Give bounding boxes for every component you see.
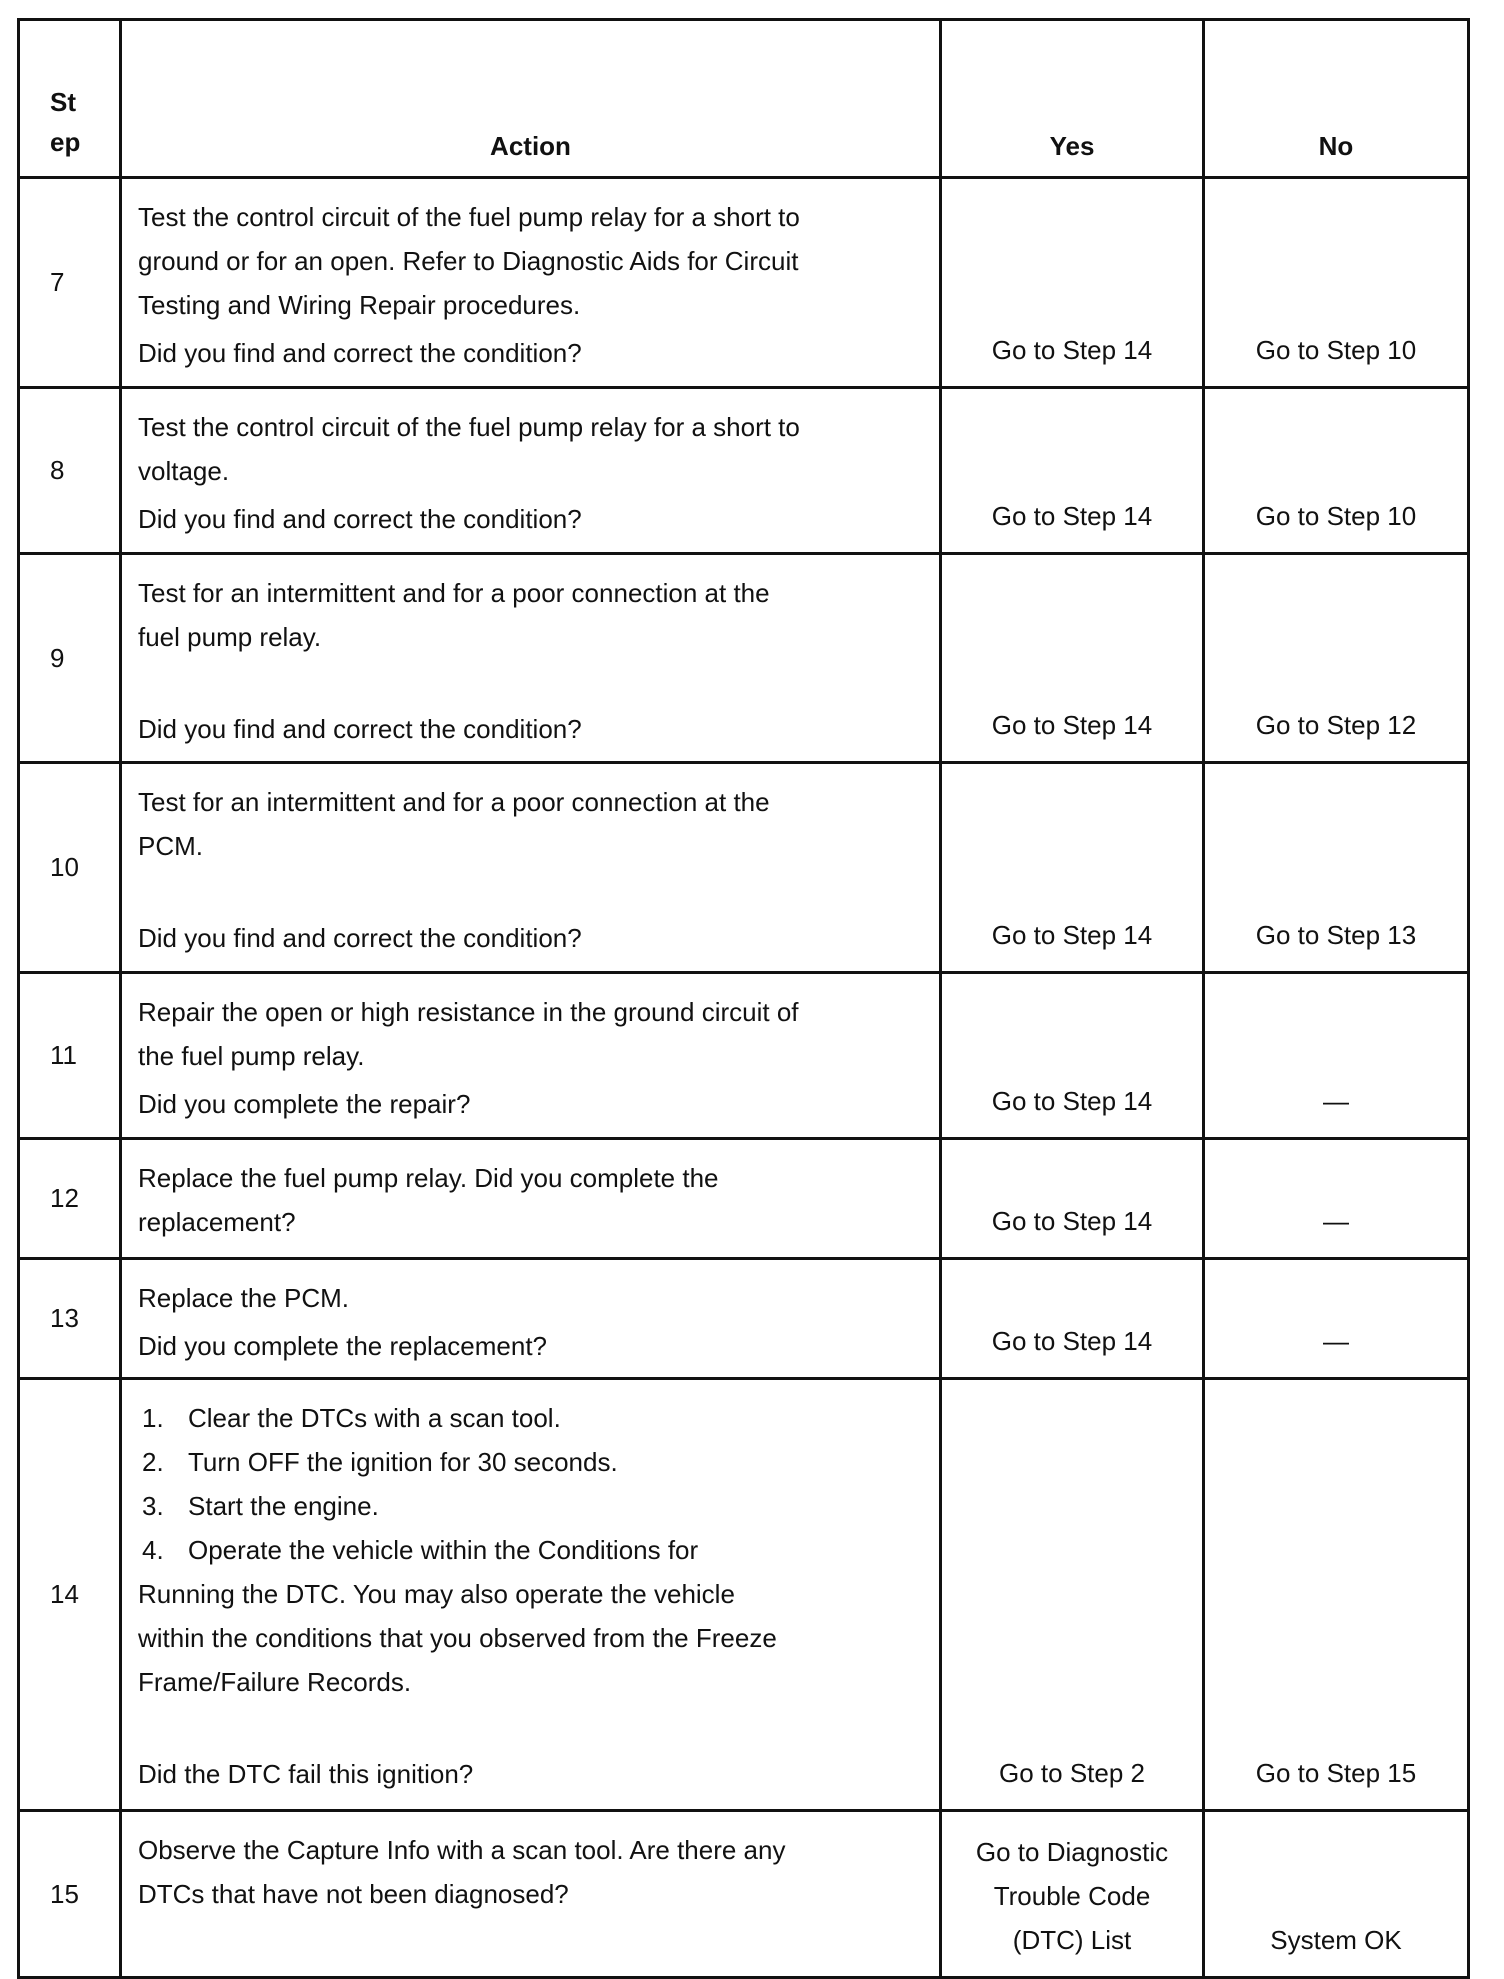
action-text: Observe the Capture Info with a scan tool. Are there any — [138, 1835, 786, 1865]
list-item: 4. Operate the vehicle within the Conditions for — [142, 1535, 699, 1565]
action-cell — [121, 763, 941, 973]
header-step: St ep — [19, 20, 121, 178]
action-text: Frame/Failure Records. — [138, 1667, 412, 1697]
action-cell — [121, 388, 941, 554]
header-yes: Yes — [941, 20, 1204, 178]
step-number: 7 — [19, 178, 121, 388]
action-text: the fuel pump relay. — [138, 1041, 365, 1071]
action-cell — [121, 1811, 941, 1978]
action-question: Did you find and correct the condition? — [138, 923, 582, 953]
diagnostic-table — [17, 18, 1470, 1979]
no-cell: Go to Step 10 — [1204, 178, 1469, 388]
diagnostic-table-container — [17, 18, 1470, 1979]
action-text: Repair the open or high resistance in the ground circuit of — [138, 997, 799, 1027]
no-cell: System OK — [1204, 1811, 1469, 1978]
table-row — [19, 1811, 1469, 1978]
action-question: Did you find and correct the condition? — [138, 338, 582, 368]
no-cell: Go to Step 10 — [1204, 388, 1469, 554]
table-row — [19, 1379, 1469, 1811]
action-cell — [121, 1259, 941, 1379]
header-action: Action — [121, 20, 941, 178]
table-row — [19, 388, 1469, 554]
action-text: DTCs that have not been diagnosed? — [138, 1879, 569, 1909]
table-row — [19, 1139, 1469, 1259]
no-cell: — — [1204, 973, 1469, 1139]
table-row — [19, 554, 1469, 763]
table-row — [19, 973, 1469, 1139]
no-cell: Go to Step 13 — [1204, 763, 1469, 973]
action-text: within the conditions that you observed from the Freeze — [138, 1623, 777, 1653]
step-number: 15 — [19, 1811, 121, 1978]
list-item: 3. Start the engine. — [142, 1491, 379, 1521]
action-text: Test the control circuit of the fuel pump relay for a short to — [138, 202, 800, 232]
table-row — [19, 1259, 1469, 1379]
action-text: Test for an intermittent and for a poor connection at the — [138, 578, 770, 608]
yes-cell: Go to Step 14 — [941, 388, 1204, 554]
action-question: Did you complete the repair? — [138, 1089, 471, 1119]
yes-cell: Go to Step 14 — [941, 763, 1204, 973]
step-number: 8 — [19, 388, 121, 554]
table-row — [19, 763, 1469, 973]
yes-cell: Go to Step 14 — [941, 554, 1204, 763]
step-number: 13 — [19, 1259, 121, 1379]
step-number: 9 — [19, 554, 121, 763]
action-cell — [121, 1139, 941, 1259]
step-number: 11 — [19, 973, 121, 1139]
action-cell — [121, 1379, 941, 1811]
list-item: 2. Turn OFF the ignition for 30 seconds. — [142, 1447, 618, 1477]
action-text: replacement? — [138, 1207, 296, 1237]
action-cell — [121, 973, 941, 1139]
yes-cell: Go to Diagnostic Trouble Code (DTC) List — [941, 1811, 1204, 1978]
step-number: 10 — [19, 763, 121, 973]
no-cell: Go to Step 15 — [1204, 1379, 1469, 1811]
action-text: voltage. — [138, 456, 230, 486]
list-item: 1. Clear the DTCs with a scan tool. — [142, 1403, 561, 1433]
action-text: Replace the PCM. — [138, 1283, 349, 1313]
no-cell: — — [1204, 1259, 1469, 1379]
action-text: ground or for an open. Refer to Diagnostic Aids for Circuit — [138, 246, 799, 276]
header-no: No — [1204, 20, 1469, 178]
action-text: fuel pump relay. — [138, 622, 322, 652]
step-number: 14 — [19, 1379, 121, 1811]
table-row — [19, 178, 1469, 388]
action-cell — [121, 554, 941, 763]
action-text: Testing and Wiring Repair procedures. — [138, 290, 581, 320]
action-text: Running the DTC. You may also operate the vehicle — [138, 1579, 735, 1609]
action-text: PCM. — [138, 831, 203, 861]
no-cell: — — [1204, 1139, 1469, 1259]
action-text: Test for an intermittent and for a poor connection at the — [138, 787, 770, 817]
action-question: Did the DTC fail this ignition? — [138, 1759, 474, 1789]
action-cell — [121, 178, 941, 388]
yes-cell: Go to Step 14 — [941, 1259, 1204, 1379]
action-text: Replace the fuel pump relay. Did you complete the — [138, 1163, 719, 1193]
action-question: Did you find and correct the condition? — [138, 714, 582, 744]
action-text: Test the control circuit of the fuel pump relay for a short to — [138, 412, 800, 442]
yes-cell: Go to Step 14 — [941, 178, 1204, 388]
yes-cell: Go to Step 14 — [941, 973, 1204, 1139]
no-cell: Go to Step 12 — [1204, 554, 1469, 763]
yes-cell: Go to Step 14 — [941, 1139, 1204, 1259]
procedure-list — [138, 1396, 923, 1572]
step-number: 12 — [19, 1139, 121, 1259]
yes-cell: Go to Step 2 — [941, 1379, 1204, 1811]
header-row — [19, 20, 1469, 178]
action-question: Did you find and correct the condition? — [138, 504, 582, 534]
action-question: Did you complete the replacement? — [138, 1331, 548, 1361]
